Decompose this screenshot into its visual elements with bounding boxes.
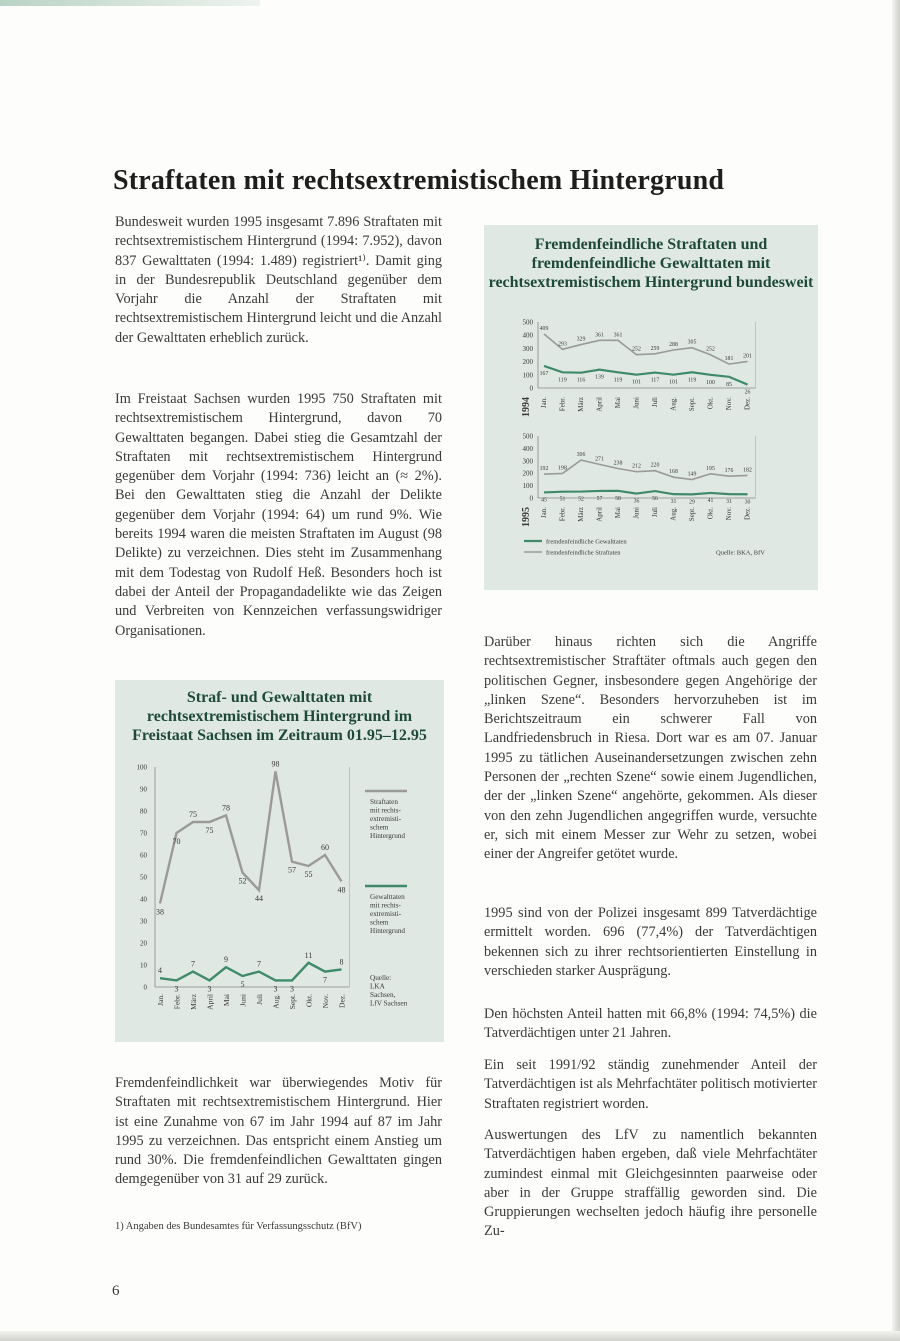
data-label: 361 — [613, 332, 623, 339]
data-label: 26 — [744, 389, 751, 396]
x-tick-label: April — [595, 507, 604, 522]
y-tick-label: 40 — [140, 895, 147, 904]
y-tick-label: 500 — [522, 432, 533, 441]
chart-source: Quelle: LKA Sachsen, LfV Sachsen — [370, 974, 408, 1008]
data-label: 52 — [238, 876, 247, 886]
data-label: 252 — [632, 346, 641, 353]
left-paragraph-3: Fremdenfeindlichkeit war überwiegendes Motiv für Straftaten mit rechtsextremistischem Hintergrund. Hier ist eine Zunahme von 67 im Jahr 1994 auf 87 im Jahr 1995 zu verzeichnen. Das entspricht einem Anstieg um rund 30%. Die fremdenfeindlichen Gewalttaten gingen demgegenüber von 31 auf 29 zurück. — [115, 1075, 442, 1188]
data-label: 176 — [724, 468, 734, 475]
data-label: 8 — [339, 957, 344, 967]
series-line-straftaten-1994 — [544, 334, 748, 364]
y-tick-label: 0 — [529, 494, 533, 503]
data-label: 78 — [222, 803, 230, 813]
y-tick-label: 50 — [140, 873, 147, 882]
data-label: 212 — [632, 463, 641, 470]
x-tick-label: April — [595, 397, 604, 412]
x-tick-label: Nov. — [725, 397, 733, 411]
data-label: 30 — [744, 499, 751, 506]
series-line-straftaten-1995 — [544, 460, 748, 479]
x-tick-label: Aug. — [669, 397, 678, 411]
data-label: 60 — [321, 843, 329, 852]
chart-bundesweit-plot — [484, 225, 818, 590]
x-tick-label: Febr. — [558, 507, 567, 522]
x-tick-label: Nov. — [321, 994, 330, 1009]
y-tick-label: 300 — [522, 457, 533, 466]
data-label: 168 — [669, 469, 678, 476]
footnote: 1) Angaben des Bundesamtes für Verfassungsschutz (BfV) — [115, 1221, 362, 1232]
data-label: 116 — [576, 377, 586, 384]
y-tick-label: 90 — [140, 785, 147, 794]
data-label: 7 — [191, 959, 195, 969]
data-label: 58 — [615, 495, 621, 502]
data-label: 3 — [207, 984, 212, 994]
data-label: 101 — [632, 379, 641, 386]
data-label: 409 — [539, 326, 549, 333]
y-tick-label: 200 — [522, 469, 533, 478]
y-tick-label: 100 — [522, 371, 533, 380]
data-label: 9 — [224, 955, 228, 965]
x-tick-label: Dez. — [743, 397, 752, 411]
page-title: Straftaten mit rechtsextremistischem Hintergrund — [113, 165, 725, 196]
x-tick-label: Dez. — [743, 507, 752, 521]
series-line-straftaten — [160, 771, 342, 903]
y-tick-label: 30 — [140, 917, 147, 926]
x-tick-label: März — [577, 507, 585, 522]
x-tick-label: Mai — [614, 507, 622, 519]
data-label: 55 — [304, 870, 313, 879]
data-label: 3 — [174, 984, 179, 994]
y-tick-label: 400 — [522, 444, 533, 453]
y-tick-label: 200 — [522, 358, 533, 367]
x-tick-label: Nov. — [725, 507, 733, 521]
y-tick-label: 20 — [140, 939, 147, 948]
data-label: 305 — [687, 339, 697, 346]
x-tick-label: Febr. — [558, 397, 567, 412]
x-tick-label: Okt. — [304, 994, 314, 1008]
y-tick-label: 0 — [529, 384, 533, 393]
legend-label: fremdenfeindliche Straftaten — [546, 549, 621, 557]
data-label: 11 — [304, 950, 313, 960]
left-paragraph-2: Im Freistaat Sachsen wurden 1995 750 Straftaten mit rechtsextremistischem Hintergrund, davon 70 Gewalttaten begangen. Dabei stieg die Gesamtzahl der Straftaten mit rechtsextremistischem Hintergrund gegenüber dem Vorjahr (1994: 736) leicht an (≈ 2%). Bei den Gewalttaten stieg die Anzahl der Delikte gegenüber dem Vorjahr (1994: 64) um rund 9%. Wie bereits 1994 waren die meisten Straftaten im August (98 Delikte) zu verzeichnen. Dies steht im Zusammenhang mit dem Todestag von Rudolf Heß. Besonders hoch ist dabei der Anteil der Propagandadelikte wie das Zeigen und Verbreiten von Kennzeichen verfassungswidriger Organisationen. — [115, 391, 442, 639]
x-tick-label: Jan. — [156, 994, 165, 1006]
x-tick-label: Sept. — [688, 507, 696, 522]
data-label: 288 — [669, 341, 678, 348]
y-tick-label: 60 — [140, 851, 147, 860]
data-label: 238 — [613, 460, 623, 467]
x-tick-label: Juli — [651, 507, 659, 518]
data-label: 181 — [724, 356, 734, 363]
right-paragraph-3: Den höchsten Anteil hatten mit 66,8% (1994: 74,5%) die Tatverdächtigen unter 21 Jahren. — [484, 1006, 817, 1042]
data-label: 139 — [595, 374, 604, 381]
x-tick-label: Jan. — [540, 397, 548, 409]
x-tick-label: Febr. — [172, 994, 182, 1010]
right-paragraph-5: Auswertungen des LfV zu namentlich bekannten Tatverdächtigen haben ergeben, daß viele Mehrfachtäter zumindest einmal mit Gleichgesinnten paarweise oder aber in der Gruppe straffällig geworden sind. Die Gruppierungen wechselten jedoch häufig ihre personelle Zu- — [484, 1127, 817, 1240]
data-label: 31 — [726, 499, 732, 506]
data-label: 57 — [596, 495, 603, 502]
x-tick-label: Okt. — [706, 507, 715, 520]
data-label: 119 — [613, 377, 623, 384]
page-edge-bottom — [0, 1331, 900, 1341]
x-tick-label: Mai — [614, 397, 622, 409]
data-label: 57 — [288, 865, 296, 875]
chart-bundesweit-title: Fremdenfeindliche Straftaten und fremdenfeindliche Gewalttaten mit rechtsextremistischem Hintergrund bundesweit — [488, 236, 814, 291]
x-tick-label: Mai — [222, 994, 231, 1007]
series-line-gewalttaten — [160, 963, 342, 981]
x-tick-label: Aug. — [271, 994, 281, 1009]
data-label: 7 — [257, 959, 261, 969]
data-label: 119 — [687, 377, 697, 384]
data-label: 182 — [743, 467, 752, 474]
y-tick-label: 100 — [522, 482, 533, 491]
x-tick-label: Sept. — [288, 994, 297, 1010]
x-tick-label: März — [189, 994, 198, 1010]
data-label: 149 — [687, 471, 697, 478]
y-tick-label: 70 — [140, 829, 147, 838]
data-label: 29 — [689, 499, 695, 506]
data-label: 119 — [558, 377, 567, 384]
y-tick-label: 80 — [140, 807, 147, 816]
data-label: 198 — [558, 465, 567, 472]
x-tick-label: Juni — [632, 397, 641, 409]
data-label: 36 — [633, 498, 640, 505]
x-tick-label: Jan. — [540, 507, 548, 519]
data-label: 192 — [539, 466, 549, 473]
data-label: 271 — [595, 456, 604, 463]
data-label: 329 — [576, 336, 586, 343]
right-paragraph-2: 1995 sind von der Polizei insgesamt 899 Tatverdächtige ermittelt worden. 696 (77,4%) der Tatverdächtigen bekennen sich zu ihrer rechtsorientierten Einstellung in verschieden starker Ausprägung. — [484, 905, 817, 979]
y-tick-label: 100 — [136, 763, 147, 772]
data-label: 4 — [158, 966, 162, 976]
x-tick-label: Dez. — [337, 994, 347, 1008]
data-label: 7 — [323, 975, 327, 985]
data-label: 75 — [189, 810, 197, 819]
scan-edge-mark — [0, 0, 260, 6]
x-tick-label: April — [205, 994, 215, 1010]
legend-label: Straftaten mit rechts-extremisti-schem Hintergrund — [370, 798, 406, 840]
data-label: 201 — [743, 353, 752, 360]
data-label: 117 — [650, 377, 660, 384]
series-line-gewalttaten-1995 — [544, 491, 748, 495]
chart-sachsen-plot — [115, 680, 444, 1042]
x-tick-label: Juni — [238, 994, 248, 1007]
x-tick-label: Okt. — [706, 397, 715, 410]
data-label: 167 — [539, 370, 549, 377]
data-label: 44 — [255, 894, 263, 904]
year-label: 1994 — [521, 397, 532, 417]
y-tick-label: 500 — [522, 318, 533, 327]
data-label: 41 — [707, 497, 714, 504]
x-tick-label: Aug. — [669, 507, 678, 521]
data-label: 306 — [576, 452, 586, 459]
x-tick-label: Juni — [632, 507, 641, 519]
data-label: 85 — [726, 381, 732, 388]
right-paragraph-4: Ein seit 1991/92 ständig zunehmender Anteil der Tatverdächtigen ist als Mehrfachtäter politisch motivierter Straftaten registriert worden. — [484, 1057, 817, 1112]
left-paragraph-1: Bundesweit wurden 1995 insgesamt 7.896 Straftaten mit rechtsextremistischem Hintergrund (1994: 7.952), davon 837 Gewalttaten (1994: 1.489) registriert¹⁾. Damit ging in der Bundesrepublik Deutschland gegenüber dem Vorjahr die Anzahl der Straftaten mit rechtsextremistischem Hintergrund leicht und die Anzahl der Gewalttaten erheblich zurück. — [115, 214, 442, 346]
data-label: 56 — [652, 496, 658, 503]
data-label: 75 — [205, 826, 214, 835]
data-label: 52 — [578, 496, 584, 503]
data-label: 252 — [706, 346, 715, 353]
data-label: 31 — [670, 499, 677, 506]
x-tick-label: Sept. — [688, 397, 696, 412]
data-label: 98 — [271, 759, 280, 769]
data-label: 45 — [541, 497, 547, 504]
data-label: 51 — [559, 496, 566, 503]
y-tick-label: 400 — [522, 331, 533, 340]
chart-bundesweit — [484, 225, 818, 590]
series-line-gewalttaten-1994 — [544, 366, 748, 385]
year-label: 1995 — [521, 507, 532, 527]
data-label: 100 — [706, 379, 715, 386]
x-tick-label: März — [577, 397, 585, 412]
data-label: 361 — [595, 332, 604, 339]
legend-label: Gewalttaten mit rechts-extremisti-schem Hintergrund — [370, 893, 406, 935]
legend-label: fremdenfeindliche Gewalttaten — [546, 538, 627, 546]
x-tick-label: Juli — [255, 994, 264, 1005]
data-label: 293 — [558, 341, 567, 348]
y-tick-label: 10 — [140, 961, 147, 970]
data-label: 70 — [172, 837, 181, 846]
data-label: 3 — [290, 984, 294, 994]
data-label: 195 — [706, 465, 715, 472]
y-tick-label: 0 — [143, 983, 147, 992]
y-tick-label: 300 — [522, 344, 533, 353]
data-label: 3 — [273, 984, 278, 994]
data-label: 259 — [650, 345, 660, 352]
right-paragraph-1: Darüber hinaus richten sich die Angriffe rechtsextremistischer Straftäter oftmals auch gegen den politischen Gegner, insbesondere gegen Angehörige der „linken Szene“. Besonders hervorzuheben ist im Berichtszeitraum ein schwerer Fall von Landfriedensbruch in Riesa. Dort war es am 07. Januar 1995 zu tätlichen Auseinandersetzungen zwischen zehn Personen der „rechten Szene“ sowie einem Jugendlichen, der der „linken Szene“ angehörte, gekommen. Als dieser von den zehn Jugendlichen angegriffen wurde, versuchte er, sich mit einem Messer zur Wehr zu setzen, wobei einer der Angreifer getötet wurde. — [484, 634, 817, 863]
data-label: 220 — [650, 462, 660, 469]
data-label: 38 — [156, 907, 164, 917]
chart-sachsen — [115, 680, 444, 1042]
data-label: 5 — [240, 980, 245, 989]
data-label: 101 — [669, 379, 678, 386]
chart-sachsen-title: Straf- und Gewalttaten mit rechtsextremistischem Hintergrund im Freistaat Sachsen im Zeitraum 01.95–12.95 — [132, 689, 427, 744]
x-tick-label: Juli — [651, 397, 659, 408]
page-edge-right — [892, 0, 900, 1341]
page-number: 6 — [112, 1283, 120, 1299]
chart-source: Quelle: BKA, BfV — [716, 549, 765, 557]
data-label: 48 — [337, 885, 346, 895]
